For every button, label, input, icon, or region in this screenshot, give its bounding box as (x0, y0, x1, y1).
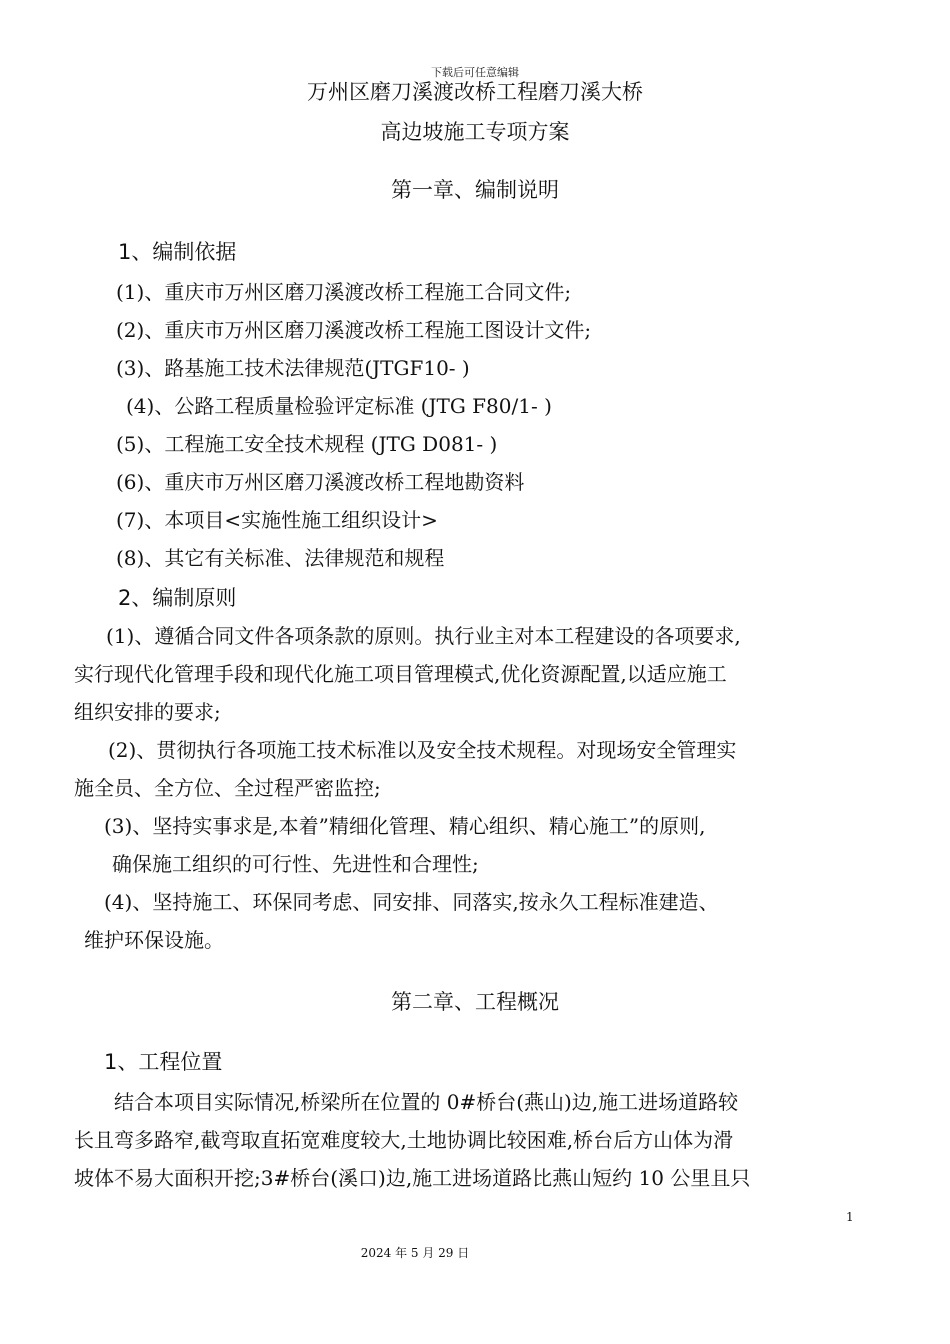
location-paragraph-line: 结合本项目实际情况,桥梁所在位置的 0#桥台(燕山)边,施工进场道路较 (114, 1090, 739, 1114)
section-basis-heading: 1、编制依据 (118, 240, 237, 264)
document-title-line1: 万州区磨刀溪渡改桥工程磨刀溪大桥 (307, 80, 643, 104)
basis-item: (5)、工程施工安全技术规程 (JTG D081- ) (116, 432, 498, 456)
principle-line: 组织安排的要求; (74, 700, 221, 724)
section-location-heading: 1、工程位置 (104, 1050, 223, 1074)
page-number: 1 (846, 1210, 854, 1224)
basis-item: (2)、重庆市万州区磨刀溪渡改桥工程施工图设计文件; (116, 318, 592, 342)
basis-item: (3)、路基施工技术法律规范(JTGF10- ) (116, 356, 470, 380)
basis-item: (1)、重庆市万州区磨刀溪渡改桥工程施工合同文件; (116, 280, 572, 304)
location-paragraph-line: 长且弯多路窄,截弯取直拓宽难度较大,土地协调比较困难,桥台后方山体为滑 (74, 1128, 734, 1152)
header-note: 下载后可任意编辑 (431, 66, 519, 79)
principle-line: 确保施工组织的可行性、先进性和合理性; (112, 852, 479, 876)
location-paragraph-line: 坡体不易大面积开挖;3#桥台(溪口)边,施工进场道路比燕山短约 10 公里且只 (74, 1166, 751, 1190)
principle-line: 实行现代化管理手段和现代化施工项目管理模式,优化资源配置,以适应施工 (74, 662, 727, 686)
chapter2-heading: 第二章、工程概况 (391, 990, 559, 1014)
principle-line: 维护环保设施。 (84, 928, 224, 952)
principle-line: (4)、坚持施工、环保同考虑、同安排、同落实,按永久工程标准建造、 (104, 890, 719, 914)
document-title-line2: 高边坡施工专项方案 (380, 120, 570, 144)
chapter1-heading: 第一章、编制说明 (391, 178, 559, 202)
basis-item: (6)、重庆市万州区磨刀溪渡改桥工程地勘资料 (116, 470, 525, 494)
basis-item: (4)、公路工程质量检验评定标准 (JTG F80/1- ) (126, 394, 552, 418)
principle-line: (2)、贯彻执行各项施工技术标准以及安全技术规程。对现场安全管理实 (108, 738, 737, 762)
basis-item: (7)、本项目<实施性施工组织设计> (116, 508, 438, 532)
principle-line: 施全员、全方位、全过程严密监控; (74, 776, 381, 800)
basis-item: (8)、其它有关标准、法律规范和规程 (116, 546, 445, 570)
footer-date: 2024 年 5 月 29 日 (360, 1246, 470, 1260)
section-principles-heading: 2、编制原则 (118, 586, 237, 610)
principle-line: (1)、遵循合同文件各项条款的原则。执行业主对本工程建设的各项要求, (106, 624, 741, 648)
principle-line: (3)、坚持实事求是,本着”精细化管理、精心组织、精心施工”的原则, (104, 814, 706, 838)
